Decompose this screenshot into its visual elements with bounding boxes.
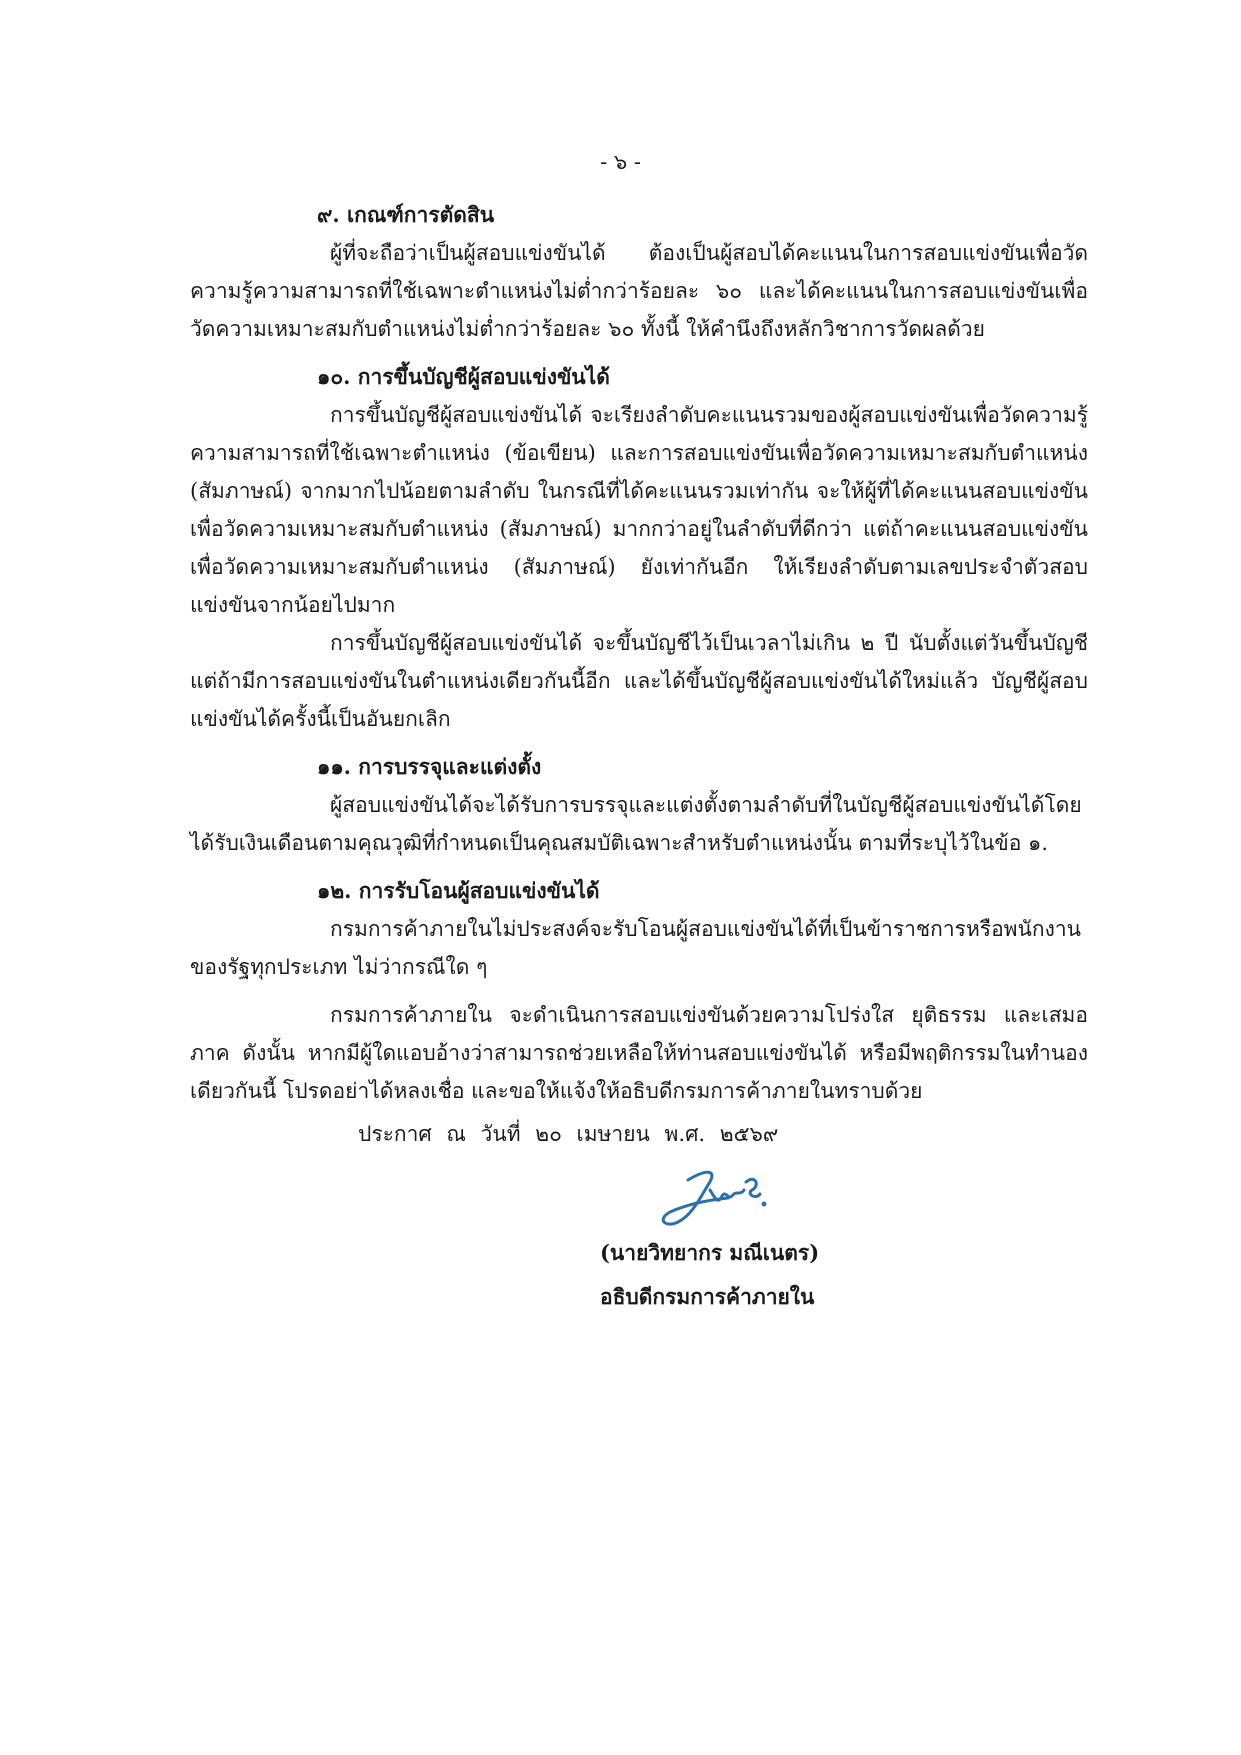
signer-title: อธิบดีกรมการค้าภายใน xyxy=(600,1284,815,1309)
section-12-paragraph-2: กรมการค้าภายใน จะดำเนินการสอบแข่งขันด้วยความโปร่งใส ยุติธรรม และเสมอภาค ดังนั้น หากมีผู้ใดแอบอ้างว่าสามารถช่วยเหลือให้ท่านสอบแข่งขันได้ หรือมีพฤติกรรมในทำนองเดียวกันนี้ โปรดอย่าได้หลงเชื่อ และขอให้แจ้งให้อธิบดีกรมการค้าภายในทราบด้วย xyxy=(190,1003,1088,1103)
section-12-paragraph-1: กรมการค้าภายในไม่ประสงค์จะรับโอนผู้สอบแข่งขันได้ที่เป็นข้าราชการหรือพนักงานของรัฐทุกประเภท ไม่ว่ากรณีใด ๆ xyxy=(190,917,1081,979)
section-heading-12: ๑๒. การรับโอนผู้สอบแข่งขันได้ xyxy=(317,878,600,903)
section-heading-10: ๑๐. การขึ้นบัญชีผู้สอบแข่งขันได้ xyxy=(317,364,610,389)
section-9-paragraph-1: ผู้ที่จะถือว่าเป็นผู้สอบแข่งขันได้ ต้องเป็นผู้สอบได้คะแนนในการสอบแข่งขันเพื่อวัดความรู้ความสามารถที่ใช้เฉพาะตำแหน่งไม่ต่ำกว่าร้อยละ ๖๐ และได้คะแนนในการสอบแข่งขันเพื่อวัดความเหมาะสมกับตำแหน่งไม่ต่ำกว่าร้อยละ ๖๐ ทั้งนี้ ให้คำนึงถึงหลักวิชาการวัดผลด้วย xyxy=(190,241,1088,341)
section-heading-9: ๙. เกณฑ์การตัดสิน xyxy=(317,202,495,227)
section-10-paragraph-1: การขึ้นบัญชีผู้สอบแข่งขันได้ จะเรียงลำดับคะแนนรวมของผู้สอบแข่งขันเพื่อวัดความรู้ความสามารถที่ใช้เฉพาะตำแหน่ง (ข้อเขียน) และการสอบแข่งขันเพื่อวัดความเหมาะสมกับตำแหน่ง (สัมภาษณ์) จากมากไปน้อยตามลำดับ ในกรณีที่ได้คะแนนรวมเท่ากัน จะให้ผู้ที่ได้คะแนนสอบแข่งขันเพื่อวัดความเหมาะสมกับตำแหน่ง (สัมภาษณ์) มากกว่าอยู่ในลำดับที่ดีกว่า แต่ถ้าคะแนนสอบแข่งขันเพื่อวัดความเหมาะสมกับตำแหน่ง (สัมภาษณ์) ยังเท่ากันอีก ให้เรียงลำดับตามเลขประจำตัวสอบแข่งขันจากน้อยไปมาก xyxy=(190,403,1088,617)
handwritten-signature xyxy=(648,1160,778,1240)
section-11-paragraph-1: ผู้สอบแข่งขันได้จะได้รับการบรรจุและแต่งตั้งตามลำดับที่ในบัญชีผู้สอบแข่งขันได้โดยได้รับเงินเดือนตามคุณวุฒิที่กำหนดเป็นคุณสมบัติเฉพาะสำหรับตำแหน่งนั้น ตามที่ระบุไว้ในข้อ ๑. xyxy=(190,793,1082,855)
page-number: - ๖ - xyxy=(600,150,641,174)
signer-name: (นายวิทยากร มณีเนตร) xyxy=(600,1240,820,1265)
document-body xyxy=(190,196,1088,1110)
announcement-date: ประกาศ ณ วันที่ ๒๐ เมษายน พ.ศ. ๒๕๖๙ xyxy=(358,1122,779,1146)
section-heading-11: ๑๑. การบรรจุและแต่งตั้ง xyxy=(317,754,542,779)
section-10-paragraph-2: การขึ้นบัญชีผู้สอบแข่งขันได้ จะขึ้นบัญชีไว้เป็นเวลาไม่เกิน ๒ ปี นับตั้งแต่วันขึ้นบัญชี แต่ถ้ามีการสอบแข่งขันในตำแหน่งเดียวกันนี้อีก และได้ขึ้นบัญชีผู้สอบแข่งขันได้ใหม่แล้ว บัญชีผู้สอบแข่งขันได้ครั้งนี้เป็นอันยกเลิก xyxy=(190,631,1088,731)
